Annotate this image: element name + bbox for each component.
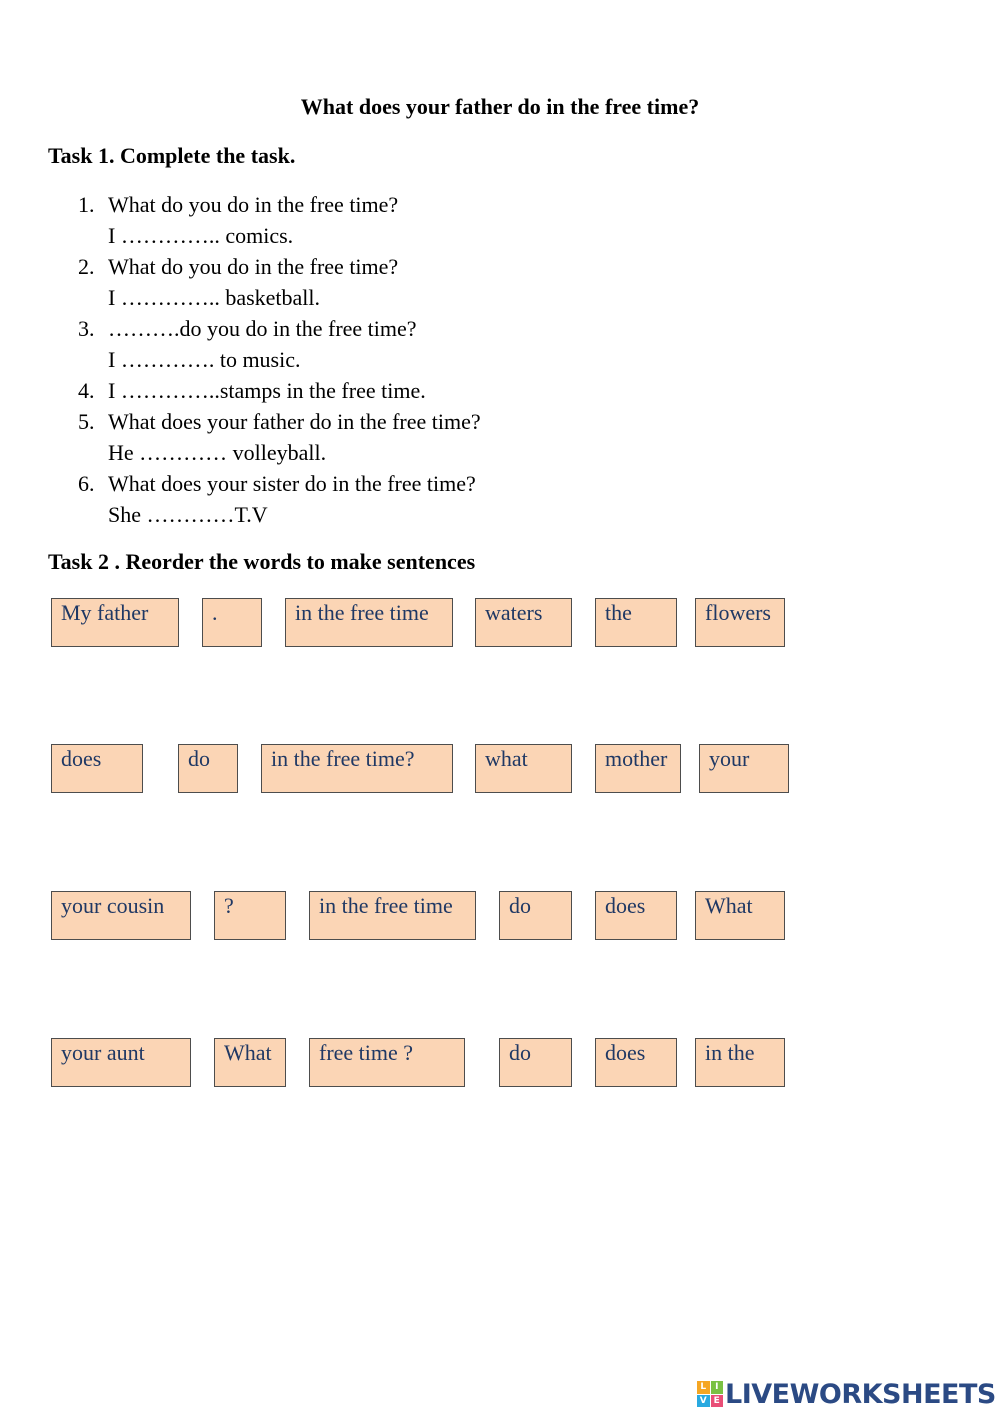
logo-letter: E: [711, 1395, 724, 1408]
word-tile[interactable]: does: [595, 891, 677, 940]
word-tile[interactable]: ?: [214, 891, 286, 940]
word-tile[interactable]: your aunt: [51, 1038, 191, 1087]
word-tile[interactable]: your cousin: [51, 891, 191, 940]
answer-blank-line: He ………… volleyball.: [108, 440, 327, 465]
question-number: 2.: [78, 254, 95, 279]
question-text: What do you do in the free time?: [108, 192, 399, 217]
word-tile[interactable]: mother: [595, 744, 681, 793]
word-tile[interactable]: waters: [475, 598, 572, 647]
word-tile[interactable]: do: [499, 1038, 572, 1087]
word-tile[interactable]: What: [695, 891, 785, 940]
task1-question-list: [78, 189, 481, 530]
answer-blank-line: I ………….. comics.: [108, 223, 294, 248]
word-tile[interactable]: in the free time?: [261, 744, 453, 793]
question-text: What do you do in the free time?: [108, 254, 399, 279]
question-item: [78, 468, 481, 530]
question-number: 1.: [78, 192, 95, 217]
word-tile[interactable]: does: [595, 1038, 677, 1087]
question-item: [78, 375, 481, 406]
logo-letter: I: [711, 1381, 724, 1394]
word-tile[interactable]: free time ?: [309, 1038, 465, 1087]
question-number: 6.: [78, 471, 95, 496]
question-number: 4.: [78, 378, 95, 403]
question-item: [78, 313, 481, 375]
word-tile[interactable]: .: [202, 598, 262, 647]
word-tile[interactable]: in the: [695, 1038, 785, 1087]
question-item: [78, 406, 481, 468]
liveworksheets-logo-icon: [697, 1381, 723, 1407]
word-tile[interactable]: what: [475, 744, 572, 793]
word-tile[interactable]: does: [51, 744, 143, 793]
answer-blank-line: She …………T.V: [108, 502, 268, 527]
answer-blank-line: I ………….. basketball.: [108, 285, 321, 310]
logo-letter: L: [697, 1381, 710, 1394]
word-tile[interactable]: in the free time: [285, 598, 453, 647]
answer-blank-line: I …………. to music.: [108, 347, 301, 372]
question-number: 3.: [78, 316, 95, 341]
question-text: What does your sister do in the free time?: [108, 471, 476, 496]
word-tile[interactable]: the: [595, 598, 677, 647]
word-tile[interactable]: flowers: [695, 598, 785, 647]
word-tile[interactable]: do: [499, 891, 572, 940]
question-item: [78, 251, 481, 313]
word-tile[interactable]: do: [178, 744, 238, 793]
worksheet-title: What does your father do in the free time?: [300, 94, 700, 119]
task1-heading: Task 1. Complete the task.: [48, 143, 296, 168]
word-tile[interactable]: in the free time: [309, 891, 476, 940]
word-tile[interactable]: My father: [51, 598, 179, 647]
word-tile[interactable]: your: [699, 744, 789, 793]
word-tile[interactable]: What: [214, 1038, 286, 1087]
task2-heading: Task 2 . Reorder the words to make sentences: [48, 549, 476, 574]
question-item: [78, 189, 481, 251]
brand-text: LIVEWORKSHEETS: [725, 1378, 996, 1410]
question-text: I …………..stamps in the free time.: [108, 378, 426, 403]
question-number: 5.: [78, 409, 95, 434]
question-text: ……….do you do in the free time?: [108, 316, 417, 341]
liveworksheets-brand: [697, 1377, 996, 1411]
logo-letter: V: [697, 1395, 710, 1408]
question-text: What does your father do in the free time?: [108, 409, 481, 434]
